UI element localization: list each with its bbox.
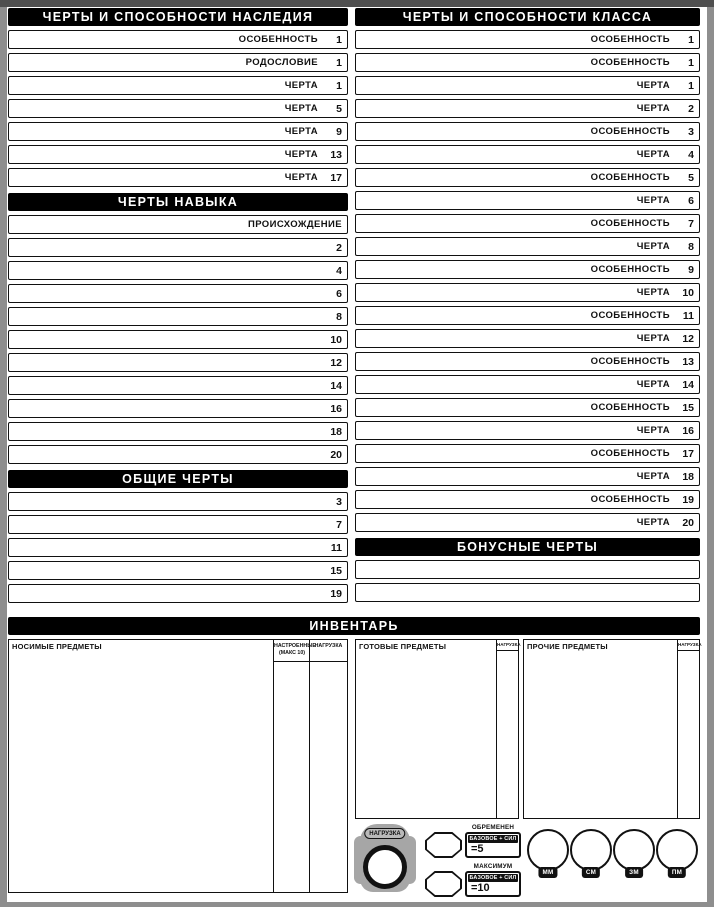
trait-row-number: 1: [688, 56, 694, 69]
encumbered-label: ОБРЕМЕНЕН: [471, 824, 515, 831]
trait-row-number: 3: [336, 495, 342, 508]
character-sheet-page: [7, 7, 707, 902]
trait-row[interactable]: [8, 492, 348, 511]
trait-row[interactable]: [8, 261, 348, 280]
coin-circle[interactable]: [570, 829, 612, 871]
trait-row[interactable]: [8, 53, 348, 72]
trait-row-number: 5: [688, 171, 694, 184]
trait-row-number: 5: [336, 102, 342, 115]
coin-label: ЗМ: [625, 867, 643, 878]
trait-row-number: 16: [330, 402, 342, 415]
general-traits-header: ОБЩИЕ ЧЕРТЫ: [8, 470, 348, 488]
trait-row[interactable]: [8, 99, 348, 118]
trait-row[interactable]: [8, 168, 348, 187]
trait-row[interactable]: [8, 561, 348, 580]
trait-row-number: 1: [336, 56, 342, 69]
trait-row[interactable]: [355, 283, 700, 302]
trait-row-number: 15: [330, 564, 342, 577]
trait-row[interactable]: [8, 399, 348, 418]
trait-row-number: 14: [330, 379, 342, 392]
ready-other-row: [355, 639, 700, 819]
skill-traits-header: ЧЕРТЫ НАВЫКА: [8, 193, 348, 211]
coin-field[interactable]: [526, 829, 570, 889]
trait-row-label: ОСОБЕННОСТЬ: [590, 34, 670, 45]
trait-row[interactable]: [355, 191, 700, 210]
trait-row-number: 4: [688, 148, 694, 161]
bulk-summary-strip: [355, 822, 700, 893]
trait-row[interactable]: [8, 30, 348, 49]
coin-field[interactable]: [612, 829, 656, 889]
maximum-formula-header: БАЗОВОЕ + СИЛ: [469, 875, 517, 881]
bonus-traits-header: БОНУСНЫЕ ЧЕРТЫ: [355, 538, 700, 556]
trait-row-number: 1: [336, 33, 342, 46]
trait-row[interactable]: [355, 421, 700, 440]
trait-row[interactable]: [8, 330, 348, 349]
trait-row-label: ЧЕРТА: [636, 103, 670, 114]
trait-row-label: ОСОБЕННОСТЬ: [590, 172, 670, 183]
trait-row[interactable]: [8, 238, 348, 257]
trait-row-number: 6: [336, 287, 342, 300]
coin-label: СМ: [582, 867, 600, 878]
trait-row-label: ОСОБЕННОСТЬ: [590, 356, 670, 367]
trait-row-label: ЧЕРТА: [636, 471, 670, 482]
trait-row-number: 10: [682, 286, 694, 299]
readied-bulk-column-header: НАГРУЗКА: [497, 640, 518, 651]
worn-bulk-column-header: НАГРУЗКА: [310, 640, 347, 662]
trait-row-number: 3: [688, 125, 694, 138]
readied-items-box[interactable]: [355, 639, 519, 819]
trait-row[interactable]: [8, 538, 348, 557]
trait-row-number: 16: [682, 424, 694, 437]
trait-row-label: ЧЕРТА: [284, 80, 318, 91]
trait-row[interactable]: [355, 467, 700, 486]
trait-row-label: ЧЕРТА: [284, 103, 318, 114]
trait-row-number: 12: [682, 332, 694, 345]
trait-row[interactable]: [355, 214, 700, 233]
trait-row[interactable]: [355, 513, 700, 532]
trait-row-number: 1: [688, 33, 694, 46]
trait-row[interactable]: [8, 515, 348, 534]
left-column: [8, 8, 348, 609]
maximum-value-field[interactable]: [425, 871, 462, 897]
other-items-label: ПРОЧИЕ ПРЕДМЕТЫ: [527, 642, 608, 651]
trait-row[interactable]: [8, 307, 348, 326]
worn-items-box[interactable]: [8, 639, 348, 893]
coin-fields: [526, 829, 698, 889]
trait-row-number: 12: [330, 356, 342, 369]
trait-row-label: ЧЕРТА: [636, 425, 670, 436]
trait-row[interactable]: [8, 145, 348, 164]
trait-row[interactable]: [355, 490, 700, 509]
bulk-limits: [425, 824, 521, 897]
trait-row[interactable]: [8, 376, 348, 395]
trait-row[interactable]: [8, 353, 348, 372]
section-general-traits: [8, 470, 348, 603]
trait-row-label: ОСОБЕННОСТЬ: [238, 34, 318, 45]
section-skill-traits: [8, 193, 348, 464]
trait-row-label: ПРОИСХОЖДЕНИЕ: [247, 219, 342, 230]
bulk-label: НАГРУЗКА: [364, 828, 405, 839]
invested-column[interactable]: [273, 640, 316, 892]
trait-row-number: 8: [336, 310, 342, 323]
trait-row-label: ОСОБЕННОСТЬ: [590, 310, 670, 321]
trait-row-number: 8: [688, 240, 694, 253]
trait-row-number: 18: [682, 470, 694, 483]
maximum-row: [425, 863, 521, 897]
trait-row-label: ЧЕРТА: [636, 379, 670, 390]
trait-row-label: ЧЕРТА: [636, 333, 670, 344]
trait-row-number: 17: [682, 447, 694, 460]
trait-row[interactable]: [355, 237, 700, 256]
trait-row-label: ОСОБЕННОСТЬ: [590, 126, 670, 137]
trait-row-label: ОСОБЕННОСТЬ: [590, 57, 670, 68]
trait-row-number: 9: [336, 125, 342, 138]
trait-row-number: 1: [688, 79, 694, 92]
trait-row[interactable]: [355, 168, 700, 187]
worn-bulk-column[interactable]: [309, 640, 347, 892]
coin-circle[interactable]: [527, 829, 569, 871]
trait-row-number: 7: [688, 217, 694, 230]
maximum-label: МАКСИМУМ: [473, 863, 513, 870]
trait-row-label: ЧЕРТА: [284, 126, 318, 137]
invested-header-line2: (МАКС 10): [278, 649, 306, 656]
inventory-right-group: [355, 639, 700, 893]
bulk-total-field[interactable]: [363, 845, 407, 889]
trait-row[interactable]: [355, 352, 700, 371]
right-column: [355, 8, 700, 609]
coin-label: ПМ: [668, 867, 686, 878]
trait-row-number: 10: [330, 333, 342, 346]
heritage-traits-header: ЧЕРТЫ И СПОСОБНОСТИ НАСЛЕДИЯ: [8, 8, 348, 26]
encumbered-formula-header: БАЗОВОЕ + СИЛ: [469, 836, 517, 842]
trait-row-label: ОСОБЕННОСТЬ: [590, 402, 670, 413]
trait-row[interactable]: [8, 215, 348, 234]
encumbered-formula: [465, 824, 521, 858]
trait-row-label: ОСОБЕННОСТЬ: [590, 218, 670, 229]
trait-row[interactable]: [355, 76, 700, 95]
maximum-formula: [465, 863, 521, 897]
trait-row-number: 6: [688, 194, 694, 207]
encumbered-formula-box: [465, 832, 521, 858]
trait-row[interactable]: [355, 99, 700, 118]
trait-row[interactable]: [355, 375, 700, 394]
other-bulk-column-header: НАГРУЗКА: [678, 640, 699, 651]
trait-row-label: РОДОСЛОВИЕ: [245, 57, 318, 68]
trait-row[interactable]: [355, 398, 700, 417]
trait-row-number: 11: [682, 309, 694, 322]
trait-row[interactable]: [355, 122, 700, 141]
trait-row-number: 17: [330, 171, 342, 184]
trait-row[interactable]: [8, 584, 348, 603]
trait-row[interactable]: [355, 306, 700, 325]
invested-header-line1: НАСТРОЕННЫЕ: [274, 643, 316, 649]
trait-row-number: 19: [330, 587, 342, 600]
invested-column-header: [274, 640, 316, 662]
trait-row-label: ЧЕРТА: [636, 287, 670, 298]
trait-row-label: ЧЕРТА: [636, 241, 670, 252]
trait-row[interactable]: [355, 30, 700, 49]
encumbered-value-field-inner: [427, 834, 461, 857]
coin-circle[interactable]: [656, 829, 698, 871]
backpack-icon: [355, 824, 415, 892]
maximum-formula-box: [465, 871, 521, 897]
readied-bulk-column[interactable]: [496, 640, 521, 818]
trait-row[interactable]: [8, 76, 348, 95]
traits-columns: [8, 8, 700, 609]
trait-row[interactable]: [355, 583, 700, 602]
section-bonus-traits: [355, 538, 700, 602]
inventory-body: [8, 639, 700, 893]
trait-row-label: ЧЕРТА: [284, 149, 318, 160]
trait-row-number: 1: [336, 79, 342, 92]
section-heritage-traits: [8, 8, 348, 187]
maximum-value-field-inner: [427, 873, 461, 896]
trait-row-label: ЧЕРТА: [284, 172, 318, 183]
inventory-header: ИНВЕНТАРЬ: [8, 617, 700, 635]
trait-row[interactable]: [8, 445, 348, 464]
trait-row-label: ЧЕРТА: [636, 517, 670, 528]
trait-row[interactable]: [8, 122, 348, 141]
trait-row-label: ЧЕРТА: [636, 80, 670, 91]
worn-items-label: НОСИМЫЕ ПРЕДМЕТЫ: [12, 642, 102, 651]
other-items-box[interactable]: [523, 639, 700, 819]
trait-row-number: 20: [682, 516, 694, 529]
coin-circle[interactable]: [613, 829, 655, 871]
coin-field[interactable]: [569, 829, 613, 889]
coin-field[interactable]: [655, 829, 699, 889]
trait-row-number: 13: [330, 148, 342, 161]
trait-row-label: ОСОБЕННОСТЬ: [590, 494, 670, 505]
trait-row[interactable]: [8, 422, 348, 441]
trait-row-number: 9: [688, 263, 694, 276]
readied-items-label: ГОТОВЫЕ ПРЕДМЕТЫ: [359, 642, 447, 651]
encumbered-value-field[interactable]: [425, 832, 462, 858]
trait-row[interactable]: [355, 260, 700, 279]
trait-row-number: 2: [688, 102, 694, 115]
trait-row-label: ЧЕРТА: [636, 149, 670, 160]
maximum-formula-value: =10: [471, 882, 490, 894]
encumbered-row: [425, 824, 521, 858]
trait-row-number: 2: [336, 241, 342, 254]
trait-row-label: ОСОБЕННОСТЬ: [590, 448, 670, 459]
trait-row[interactable]: [8, 284, 348, 303]
coin-label: ММ: [538, 867, 557, 878]
trait-row-number: 19: [682, 493, 694, 506]
trait-row-number: 20: [330, 448, 342, 461]
trait-row-number: 4: [336, 264, 342, 277]
section-class-traits: [355, 8, 700, 532]
trait-row-number: 15: [682, 401, 694, 414]
trait-row-number: 11: [330, 541, 342, 554]
trait-row-number: 13: [682, 355, 694, 368]
encumbered-formula-value: =5: [471, 843, 484, 855]
other-bulk-column[interactable]: [677, 640, 702, 818]
trait-row-number: 7: [336, 518, 342, 531]
trait-row[interactable]: [355, 53, 700, 72]
trait-row-number: 18: [330, 425, 342, 438]
trait-row[interactable]: [355, 444, 700, 463]
page-edge-shadow: [0, 0, 714, 7]
class-traits-header: ЧЕРТЫ И СПОСОБНОСТИ КЛАССА: [355, 8, 700, 26]
trait-row-label: ЧЕРТА: [636, 195, 670, 206]
trait-row-label: ОСОБЕННОСТЬ: [590, 264, 670, 275]
trait-row-number: 14: [682, 378, 694, 391]
trait-row[interactable]: [355, 329, 700, 348]
trait-row[interactable]: [355, 560, 700, 579]
trait-row[interactable]: [355, 145, 700, 164]
